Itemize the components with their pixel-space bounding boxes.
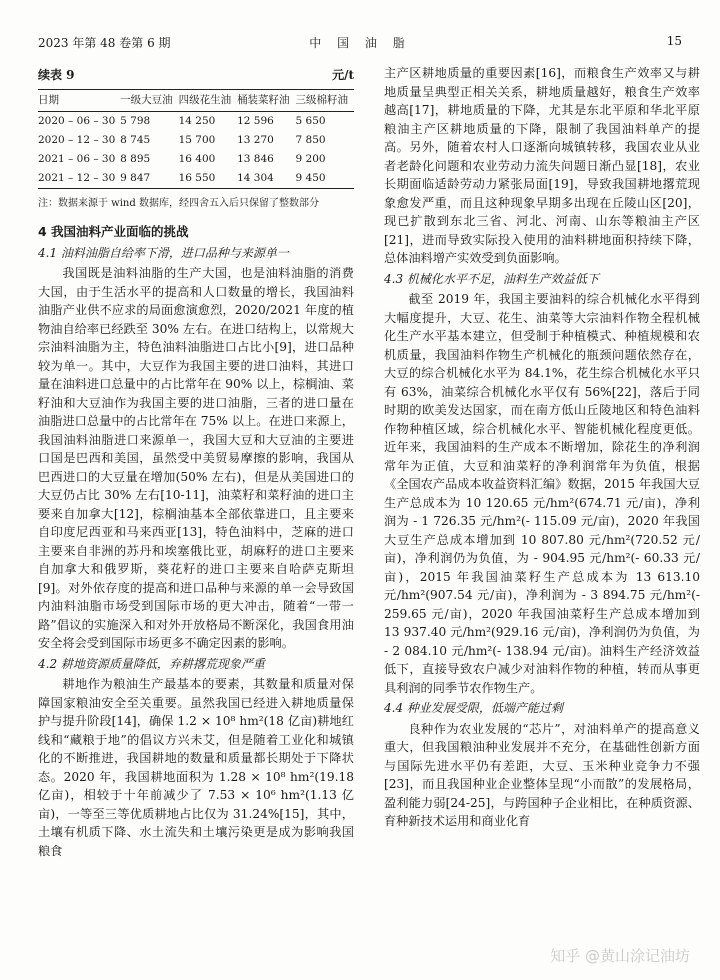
table-cell: 16 550 — [178, 171, 216, 184]
table-cell: 5 798 — [120, 114, 151, 127]
table-cell: 5 650 — [295, 114, 326, 127]
table-header-cell: 日期 — [38, 93, 59, 106]
right-column — [384, 64, 700, 831]
table-cell: 8 895 — [120, 152, 151, 165]
page-header — [38, 34, 682, 56]
page-number: 15 — [666, 34, 682, 48]
table-cell: 2021 – 06 – 30 — [38, 152, 116, 165]
table-cell: 9 450 — [295, 171, 326, 184]
table-row — [38, 131, 354, 150]
journal-issue: 2023 年第 48 卷第 6 期 — [38, 36, 171, 50]
table-header-cell: 三级棉籽油 — [295, 93, 349, 106]
table-caption-row — [38, 66, 354, 85]
table-header-row — [38, 89, 354, 111]
table-row — [38, 111, 354, 131]
table-cell: 13 846 — [237, 152, 274, 165]
table-cell: 2020 – 06 – 30 — [38, 114, 116, 127]
subsection-heading-4-2: 4.2 耕地资源质量降低，弃耕撂荒现象严重 — [38, 656, 265, 671]
paragraph: 良种作为农业发展的“芯片”，对油料单产的提高意义重大，但我国粮油种业发展并不充分，在基础性创新方面与国际先进水平仍有差距，大豆、玉米种业竞争力不强[23]，而且我国种业企业整体呈现“小而散”的发展格局，盈利能力弱[24-25]，与跨国种子企业相比，在种质资源、育种新技术运用和商业化育 — [384, 721, 700, 828]
subsection-heading-4-3: 4.3 机械化水平不足，油料生产效益低下 — [384, 271, 599, 286]
table-cell: 2020 – 12 – 30 — [38, 133, 116, 146]
table-header-cell: 桶装菜籽油 — [237, 93, 290, 106]
paragraph: 截至 2019 年，我国主要油料的综合机械化水平得到大幅度提升，大豆、花生、油菜等大宗油料作物全程机械化生产水平基本建立，但受制于种植模式、种植规模和农机质量，我国油料作物生产机械化的瓶颈问题依然存在，大豆的综合机械化水平为 84.1%，花生综合机械化水平只有 63%，油菜综合机械化水平仅有 56%[22]，落后于同时期的欧美发达国家，而在南方低山丘陵地区和特色油料作物种植区域，综合机械化水平、智能机械化程度更低。近年来，我国油料的生产成本不断增加，除花生的净利润常年为正值，大豆和油菜籽的净利润常年为负值，根据《全国农产品成本收益资料汇编》数据，2015 年我国大豆生产总成本为 10 120.65 元/hm²(674.71 元/亩)，净利润为 - 1 726.35 元/hm²(- 115.09 元/亩)，2020 年我国大豆生产总成本增加到 10 807.80 元/hm²(720.52 元/亩)，净利润仍为负值，为 - 904.95 元/hm²(- 60.33 元/亩)，2015 年我国油菜籽生产总成本为 13 613.10 元/hm²(907.54 元/亩)，净利润为 - 3 894.75 元/hm²(- 259.65 元/亩)，2020 年我国油菜籽生产总成本增加到 13 937.40 元/hm²(929.16 元/亩)，净利润仍为负值，为 - 2 084.10 元/hm²(- 138.94 元/亩)。油料生产经济效益低下，直接导致农户减少对油料作物的种植，转而从事更具利润的同季节农作物生产。 — [384, 292, 700, 695]
table-caption: 续表 9 — [38, 68, 75, 82]
table-cell: 8 745 — [120, 133, 151, 146]
table-cell: 16 400 — [178, 152, 216, 165]
subsection-heading-4-4: 4.4 种业发展受限，低端产能过剩 — [384, 701, 563, 715]
table-cell: 15 700 — [178, 133, 216, 146]
table-unit: 元/t — [332, 68, 354, 82]
paragraph: 主产区耕地质量的重要因素[16]，而粮食生产效率又与耕地质量呈典型正相关关系，耕地质量越好，粮食生产效率越高[17]，耕地质量的下降，尤其是东北平原和华北平原粮油主产区耕地质量的下降，限制了我国油料单产的提高。另外，随着农村人口逐渐向城镇转移，我国农业从业者老龄化问题和农业劳动力流失问题日渐凸显[18]，农业长期面临适龄劳动力紧张局面[19]，导致我国耕地撂荒现象愈发严重，而且这种现象早期多出现在丘陵山区[20]，现已扩散到东北三省、河北、河南、山东等粮油主产区[21]，进而导致实际投入使用的油料耕地面积持续下降，总体油料增产实效受到负面影响。 — [384, 66, 700, 265]
subsection-heading-4-1: 4.1 油料油脂自给率下滑，进口品种与来源单一 — [38, 245, 289, 260]
table-header-cell: 四级花生油 — [178, 93, 232, 106]
price-table — [38, 89, 354, 189]
table-row — [38, 150, 354, 169]
paragraph: 我国既是油料油脂的生产大国，也是油料油脂的消费大国，由于生活水平的提高和人口数量的增长，我国油料油脂产业供不应求的局面愈演愈烈，2020/2021 年度的植物油自给率已经跌至 30% 左右。在进口结构上，以常规大宗油料油脂为主，特色油料油脂进口占比小[9]，进口品种较为单一。其中，大豆作为我国主要的进口油料，其进口量在油料进口总量中的占比常年在 90% 以上，棕榈油、菜籽油和大豆油作为我国主要的进口油脂，三者的进口量在油脂进口总量中的占比常年在 75% 以上。在进口来源上，我国油料油脂进口来源单一，我国大豆和大豆油的主要进口国是巴西和美国，虽然受中美贸易摩擦的影响，我国从巴西进口的大豆量在增加(50% 左右)，但是从美国进口的大豆仍占比 30% 左右[10-11]，油菜籽和菜籽油的进口主要来自加拿大[12]，棕榈油基本全部依靠进口，且主要来自印度尼西亚和马来西亚[13]，特色油料中，芝麻的进口主要来自非洲的苏丹和埃塞俄比亚，胡麻籽的进口主要来自加拿大和俄罗斯，葵花籽的进口主要来自哈萨克斯坦[9]。对外依存度的提高和进口品种与来源的单一会导致国内油料油脂市场受到国际市场的更大冲击，随着“一带一路”倡议的实施深入和对外开放格局不断深化，我国食用油安全将会受到国际市场更多不确定因素的影响。 — [38, 266, 354, 650]
watermark: 知乎 @黄山涂记油坊 — [550, 947, 690, 965]
table-cell: 12 596 — [237, 114, 274, 127]
table-cell: 9 200 — [295, 152, 326, 165]
left-column — [38, 64, 354, 860]
table-cell: 2021 – 12 – 30 — [38, 171, 116, 184]
section-heading-4: 4 我国油料产业面临的挑战 — [38, 224, 189, 239]
table-cell: 14 304 — [237, 171, 274, 184]
table-cell: 13 270 — [237, 133, 274, 146]
table-cell: 9 847 — [120, 171, 151, 184]
journal-title: 中 国 油 脂 — [309, 36, 411, 50]
table-row — [38, 169, 354, 189]
table-cell: 7 850 — [295, 133, 326, 146]
paragraph: 耕地作为粮油生产最基本的要素，其数量和质量对保障国家粮油安全至关重要。虽然我国已经进入耕地质量保护与提升阶段[14]，确保 1.2 × 10⁸ hm²(18 亿亩)耕地红线和“藏粮于地”的倡议方兴未艾，但是随着工业化和城镇化的不断推进，我国耕地的数量和质量都长期处于下降状态。2020 年，我国耕地面积为 1.28 × 10⁸ hm²(19.18 亿亩)，相较于十年前减少了 7.53 × 10⁶ hm²(1.13 亿亩)，一等至三等优质耕地占比仅为 31.24%[15]，其中，土壤有机质下降、水土流失和土壤污染更是成为影响我国粮食 — [38, 677, 354, 858]
table-cell: 14 250 — [178, 114, 216, 127]
table-note: 注：数据来源于 wind 数据库，经四舍五入后只保留了整数部分 — [38, 197, 319, 209]
table-header-cell: 一级大豆油 — [120, 93, 173, 106]
